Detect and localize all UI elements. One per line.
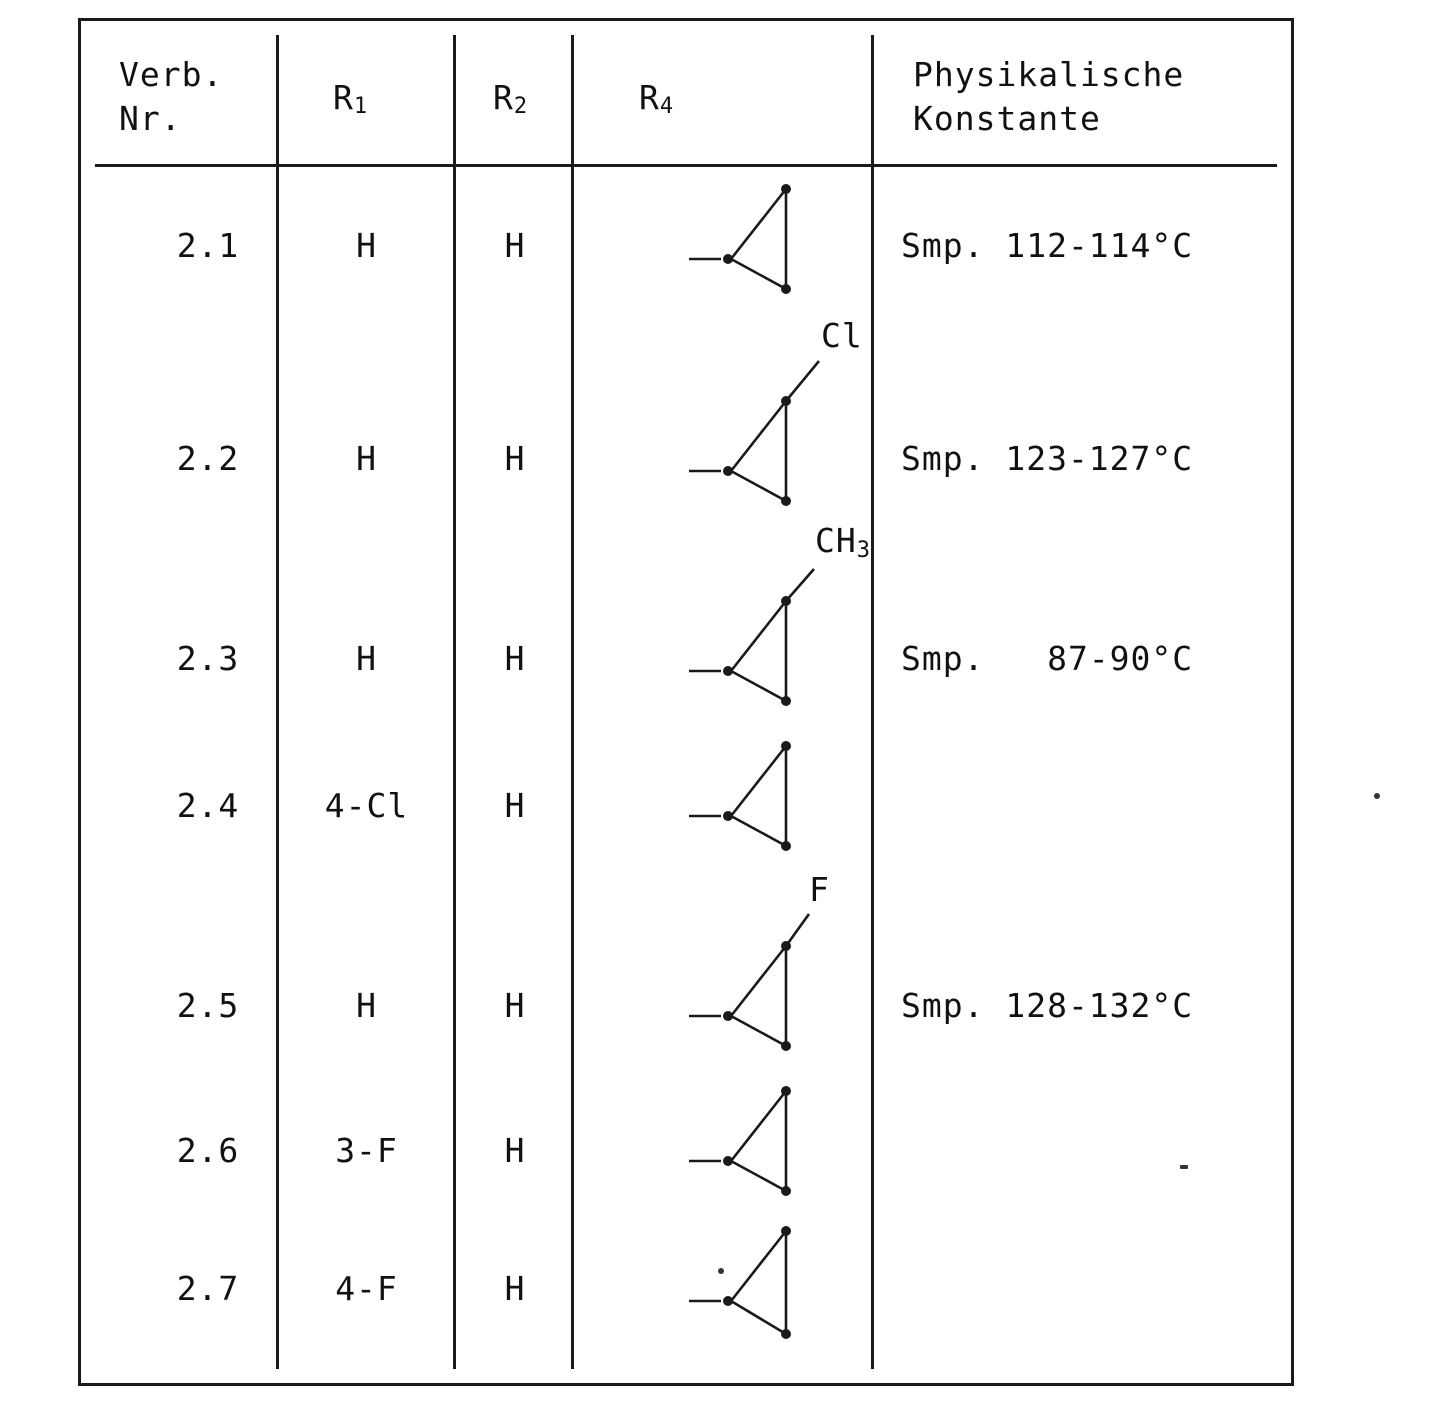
table-row-r1: H (356, 639, 377, 678)
table-row-r2: H (504, 986, 526, 1025)
compound-table (78, 18, 1294, 1386)
cyclopropyl-icon (581, 721, 866, 861)
table-row-nr: 2.3 (176, 639, 240, 678)
table-row-r1: 4-Cl (324, 786, 409, 825)
table-row-r2: H (504, 1131, 526, 1170)
table-row-phys: Smp. 128-132°C (901, 986, 1194, 1025)
scan-speck (1374, 793, 1380, 799)
table-row-r2: H (504, 786, 526, 825)
table-row-phys: Smp. 87-90°C (901, 639, 1194, 678)
table-row-nr: 2.6 (176, 1131, 240, 1170)
table-row-r4-structure (581, 171, 866, 301)
header-r1-base: R (333, 78, 354, 117)
table-row-r4-structure (581, 721, 866, 861)
column-divider-2 (453, 35, 456, 1369)
table-row-r4-structure (581, 521, 871, 721)
header-physical-constants: Physikalische Konstante (913, 55, 1185, 138)
header-r4-base: R (639, 78, 660, 117)
table-row-r1: H (356, 226, 377, 265)
header-verb-nr: Verb. Nr. (119, 55, 224, 138)
header-r4 (639, 76, 674, 129)
r4-substituent-subscript: 3 (856, 538, 871, 563)
table-row-phys: Smp. 123-127°C (901, 439, 1194, 478)
cyclopropyl-icon (581, 1066, 866, 1206)
table-row-nr: 2.7 (176, 1269, 240, 1308)
table-row-r2: H (504, 639, 526, 678)
table-row-nr: 2.5 (176, 986, 240, 1025)
header-r1-subscript: 1 (353, 94, 369, 119)
header-divider (95, 164, 1277, 167)
column-divider-4 (871, 35, 874, 1369)
column-divider-1 (276, 35, 279, 1369)
cyclopropyl-icon (581, 1206, 866, 1351)
table-row-r4-structure (581, 316, 866, 521)
table-row-phys: Smp. 112-114°C (901, 226, 1194, 265)
scan-speck (718, 1268, 724, 1274)
header-r1 (333, 76, 368, 129)
r4-substituent-base: CH (815, 521, 857, 560)
header-r2 (493, 76, 528, 129)
header-r4-subscript: 4 (659, 94, 675, 119)
table-row-r4-structure (581, 1066, 866, 1206)
r4-substituent-label: Cl (821, 316, 863, 355)
table-row-r1: 4-F (335, 1269, 398, 1308)
table-row-nr: 2.1 (176, 226, 240, 265)
column-divider-3 (571, 35, 574, 1369)
cyclopropyl-icon (581, 171, 866, 301)
table-row-r2: H (504, 439, 526, 478)
table-row-r1: H (356, 439, 377, 478)
table-row-r4-structure (581, 1206, 866, 1351)
scan-speck (1180, 1165, 1188, 1169)
table-row-r2: H (504, 1269, 526, 1308)
table-row-nr: 2.4 (176, 786, 240, 825)
header-r2-subscript: 2 (513, 94, 529, 119)
table-row-nr: 2.2 (176, 439, 240, 478)
table-row-r1: H (356, 986, 377, 1025)
r4-substituent-label: F (809, 870, 830, 909)
table-row-r2: H (504, 226, 526, 265)
r4-substituent-label (815, 521, 871, 563)
table-row-r4-structure (581, 866, 866, 1066)
table-row-r1: 3-F (335, 1131, 398, 1170)
header-r2-base: R (493, 78, 514, 117)
